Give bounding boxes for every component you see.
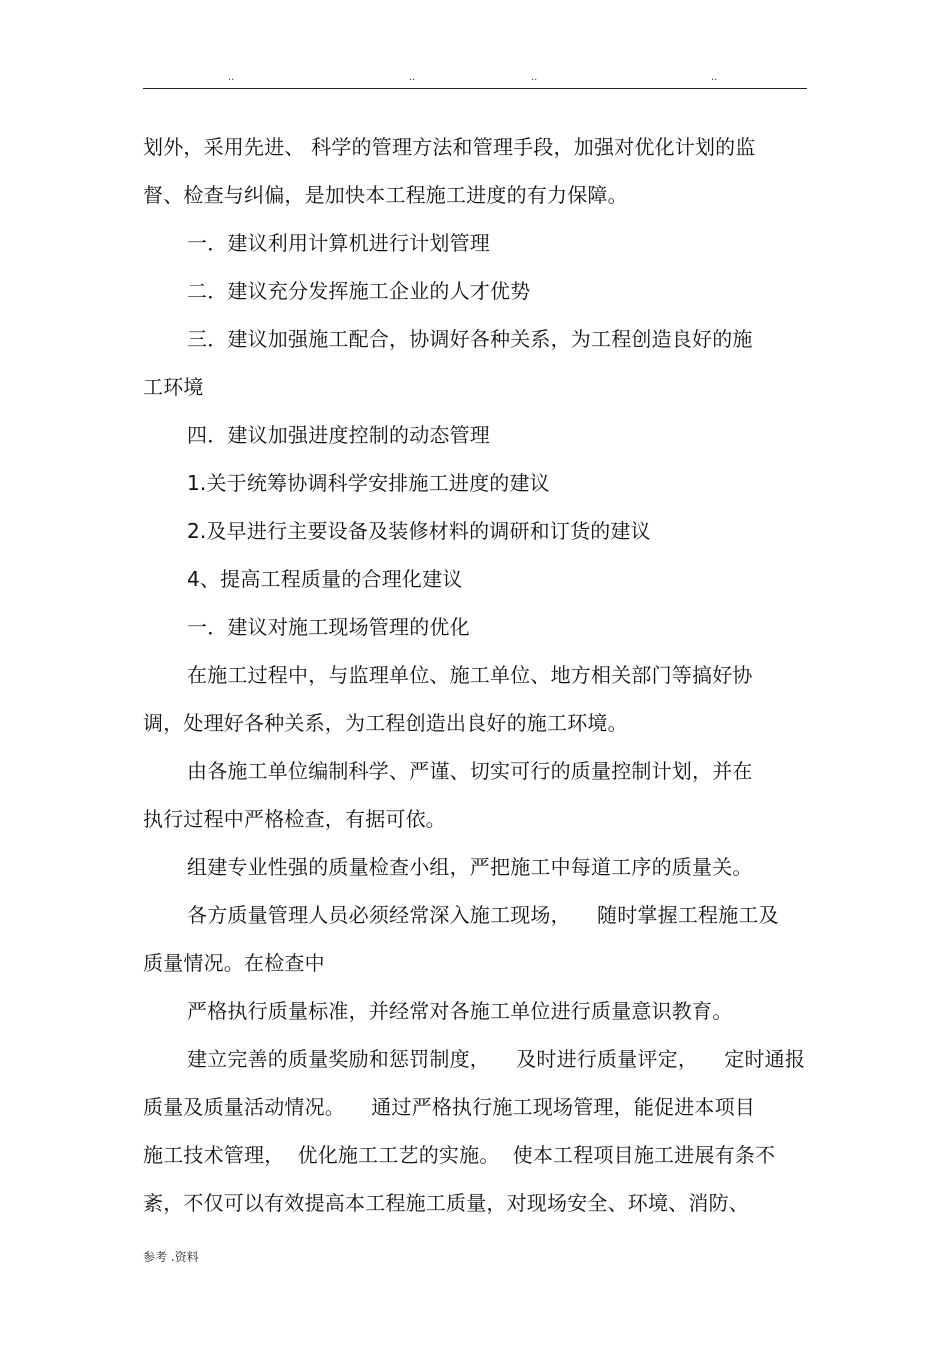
header-mark: ..	[711, 72, 718, 83]
page-footer: 参考 .资料	[143, 1250, 199, 1264]
paragraph-start: 组建专业性强的质量检查小组，严把施工中每道工序的质量关。	[187, 855, 753, 879]
text-line: 执行过程中严格检查，有据可依。	[143, 807, 446, 831]
text-line: 调，处理好各种关系，为工程创造出良好的施工环境。	[143, 711, 628, 735]
list-item: 二．建议充分发挥施工企业的人才优势	[187, 279, 531, 303]
header-mark: ..	[409, 72, 416, 83]
header-mark: ..	[228, 72, 235, 83]
header-rule	[143, 88, 807, 89]
list-item: 四．建议加强进度控制的动态管理	[187, 423, 490, 447]
text-line: 督、检查与纠偏，是加快本工程施工进度的有力保障。	[143, 183, 628, 207]
text-line: 质量及质量活动情况。 通过严格执行施工现场管理，能促进本项目	[143, 1095, 756, 1119]
paragraph-start: 各方质量管理人员必须经常深入施工现场， 随时掌握工程施工及	[187, 903, 779, 927]
header-mark: ..	[531, 72, 538, 83]
paragraph-start: 建立完善的质量奖励和惩罚制度， 及时进行质量评定， 定时通报	[187, 1047, 806, 1071]
list-item: 一．建议对施工现场管理的优化	[187, 615, 470, 639]
paragraph-start: 在施工过程中，与监理单位、施工单位、地方相关部门等搞好协	[187, 663, 753, 687]
text-line: 工环境	[143, 375, 204, 399]
section-heading: 4、提高工程质量的合理化建议	[187, 567, 463, 591]
list-item: 1.关于统筹协调科学安排施工进度的建议	[187, 471, 550, 495]
text-line: 紊，不仅可以有效提高本工程施工质量，对现场安全、环境、消防、	[143, 1191, 749, 1215]
paragraph-start: 由各施工单位编制科学、严谨、切实可行的质量控制计划，并在	[187, 759, 753, 783]
text-line: 施工技术管理， 优化施工工艺的实施。 使本工程项目施工进展有条不	[143, 1143, 776, 1167]
list-item: 一．建议利用计算机进行计划管理	[187, 231, 490, 255]
document-body	[143, 123, 807, 1227]
text-line: 质量情况。在检查中	[143, 951, 325, 975]
text-line: 划外，采用先进、 科学的管理方法和管理手段，加强对优化计划的监	[143, 135, 756, 159]
paragraph-start: 严格执行质量标准，并经常对各施工单位进行质量意识教育。	[187, 999, 733, 1023]
list-item: 三．建议加强施工配合，协调好各种关系，为工程创造良好的施	[187, 327, 753, 351]
list-item: 2.及早进行主要设备及装修材料的调研和订货的建议	[187, 519, 651, 543]
page-header-marks	[0, 72, 950, 86]
